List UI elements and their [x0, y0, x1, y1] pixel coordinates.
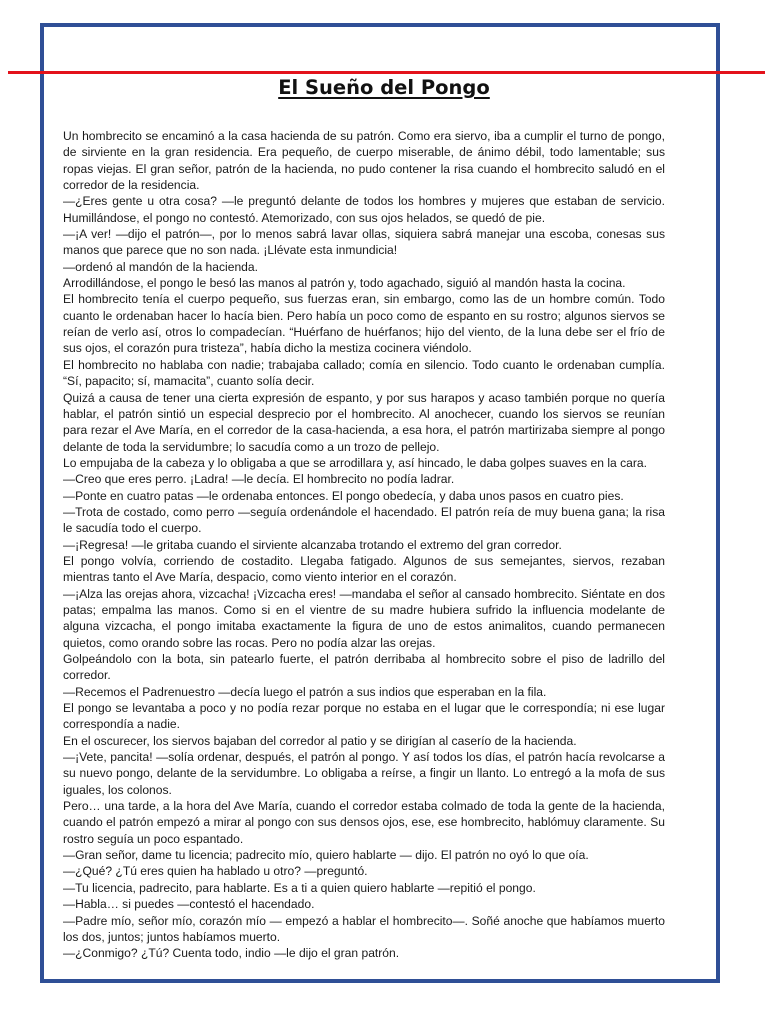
story-paragraph: —¿Eres gente u otra cosa? —le preguntó delante de todos los hombres y mujeres que estaban de servicio. Humillándose, el pongo no contestó. Atemorizado, con sus ojos helados, se quedó de pie.	[63, 194, 665, 225]
story-paragraph: Golpeándolo con la bota, sin patearlo fuerte, el patrón derribaba al hombrecito sobre el piso de ladrillo del corredor.	[63, 652, 665, 683]
story-paragraph: —Recemos el Padrenuestro —decía luego el patrón a sus indios que esperaban en la fila.	[63, 684, 547, 699]
document-title: El Sueño del Pongo	[278, 76, 490, 99]
story-paragraph: —Tu licencia, padrecito, para hablarte. Es a ti a quien quiero hablarte —repitió el pongo.	[63, 880, 536, 895]
story-body	[63, 128, 665, 962]
story-paragraph: El pongo se levantaba a poco y no podía rezar porque no estaba en el lugar que le correspondía; ni ese lugar correspondía a nadie.	[63, 701, 665, 732]
story-paragraph: Quizá a causa de tener una cierta expresión de espanto, y por sus harapos y acaso también porque no quería hablar, el patrón sintió un especial desprecio por el hombrecito. Al anochecer, cuando los siervos se reunían para rezar el Ave María, en el corredor de la casa-hacienda, a esa hora, el patrón martirizaba siempre al pongo delante de toda la servidumbre; lo sacudía como a un trozo de pellejo.	[63, 390, 665, 454]
story-paragraph: El hombrecito tenía el cuerpo pequeño, sus fuerzas eran, sin embargo, como las de un hombre común. Todo cuanto le ordenaban hacer lo hacía bien. Pero había un poco como de espanto en su rostro; algunos siervos se reían de verlo así, otros lo compadecían. “Huérfano de huérfanos; hijo del viento, de la luna debe ser el frío de sus ojos, el corazón pura tristeza”, había dicho la mestiza cocinera viéndolo.	[63, 292, 665, 356]
story-paragraph: —Padre mío, señor mío, corazón mío — empezó a hablar el hombrecito—. Soñé anoche que habíamos muerto los dos, juntos; juntos habíamos muerto.	[63, 913, 665, 944]
story-paragraph: —Ponte en cuatro patas —le ordenaba entonces. El pongo obedecía, y daba unos pasos en cuatro pies.	[63, 488, 624, 503]
story-paragraph: —ordenó al mandón de la hacienda.	[63, 259, 258, 274]
story-paragraph: El hombrecito no hablaba con nadie; trabajaba callado; comía en silencio. Todo cuanto le ordenaban cumplía. “Sí, papacito; sí, mamacita”, cuanto solía decir.	[63, 357, 665, 389]
story-paragraph: Arrodillándose, el pongo le besó las manos al patrón y, todo agachado, siguió al mandón hasta la cocina.	[63, 276, 626, 291]
story-paragraph: —Habla… si puedes —contestó el hacendado.	[63, 897, 315, 912]
story-paragraph: Pero… una tarde, a la hora del Ave María, cuando el corredor estaba colmado de toda la gente de la hacienda, cuando el patrón empezó a mirar al pongo con sus densos ojos, ese, ese hombrecito, hablómuy claramente. Su rostro seguía un poco espantado.	[63, 799, 665, 846]
story-paragraph: Un hombrecito se encaminó a la casa hacienda de su patrón. Como era siervo, iba a cumplir el turno de pongo, de sirviente en la gran residencia. Era pequeño, de cuerpo miserable, de ánimo débil, todo lamentable; sus ropas viejas. El gran señor, patrón de la hacienda, no pudo contener la risa cuando el hombrecito saludó en el corredor de la residencia.	[63, 129, 665, 193]
story-paragraph: —¿Qué? ¿Tú eres quien ha hablado u otro? —preguntó.	[63, 864, 368, 879]
story-paragraph: —Gran señor, dame tu licencia; padrecito mío, quiero hablarte — dijo. El patrón no oyó lo que oía.	[63, 848, 589, 863]
story-paragraph: —¡Regresa! —le gritaba cuando el sirviente alcanzaba trotando el extremo del gran corredor.	[63, 537, 562, 552]
story-paragraph: Lo empujaba de la cabeza y lo obligaba a que se arrodillara y, así hincado, le daba golpes suaves en la cara.	[63, 455, 648, 470]
story-paragraph: —¡Alza las orejas ahora, vizcacha! ¡Vizcacha eres! —mandaba el señor al cansado hombrecito. Siéntate en dos patas; empalma las manos. Como si en el vientre de su madre hubiera sufrido la influencia modelante de alguna vizcacha, el pongo imitaba exactamente la figura de uno de estos animalitos, cuando permanecen quietos, como orando sobre las rocas. Pero no podía alzar las orejas.	[63, 586, 665, 650]
story-paragraph: —¡Vete, pancita! —solía ordenar, después, el patrón al pongo. Y así todos los días, el patrón hacía revolcarse a su nuevo pongo, delante de la servidumbre. Lo obligaba a reírse, a fingir un llanto. Lo entregó a la mofa de sus iguales, los colonos.	[63, 750, 665, 797]
story-paragraph: —¡A ver! —dijo el patrón—, por lo menos sabrá lavar ollas, siquiera sabrá manejar una escoba, conesas sus manos que parece que no son nada. ¡Llévate esta inmundicia!	[63, 227, 665, 258]
story-paragraph: El pongo volvía, corriendo de costadito. Llegaba fatigado. Algunos de sus semejantes, siervos, rezaban mientras tanto el Ave María, despacio, como viento interior en el corazón.	[63, 553, 665, 585]
story-paragraph: —Creo que eres perro. ¡Ladra! —le decía. El hombrecito no podía ladrar.	[63, 472, 455, 487]
story-paragraph: En el oscurecer, los siervos bajaban del corredor al patio y se dirigían al caserío de la hacienda.	[63, 733, 577, 748]
red-rule-line	[8, 71, 765, 74]
story-paragraph: —Trota de costado, como perro —seguía ordenándole el hacendado. El patrón reía de muy buena gana; la risa le sacudía todo el cuerpo.	[63, 504, 665, 536]
story-paragraph: —¿Conmigo? ¿Tú? Cuenta todo, indio —le dijo el gran patrón.	[63, 946, 400, 961]
